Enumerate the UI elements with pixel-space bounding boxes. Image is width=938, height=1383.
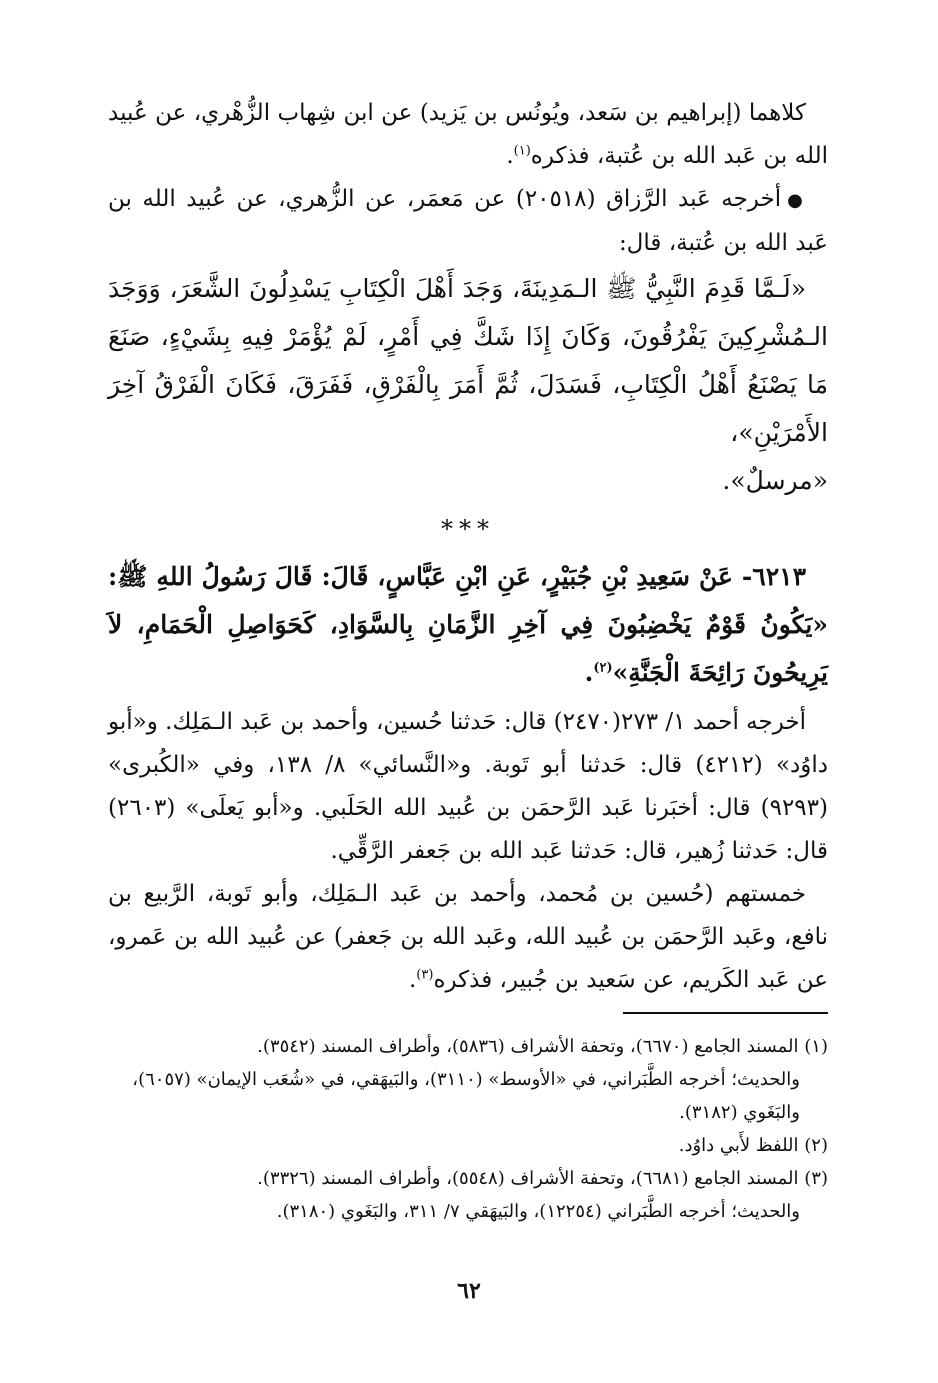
paragraph-abdurrazzaq: ●أخرجه عَبد الرَّزاق (٢٠٥١٨) عن مَعمَر، عن الزُّهري، عن عُبيد الله بن عَبد الله بن عُتبة، قال:: [108, 186, 828, 256]
footnote-3-detail: والحديث؛ أخرجه الطَّبَراني (١٢٢٥٤)، والبَيهَقي ٧/ ٣١١، والبَغَوي (٣١٨٠).: [276, 1201, 800, 1222]
mursal-label: «مرسلٌ».: [722, 466, 828, 495]
section-divider-stars: ***: [441, 515, 495, 543]
hadith-6213: ٦٢١٣- عَنْ سَعِيدِ بْنِ جُبَيْرٍ، عَنِ ابْنِ عَبَّاسٍ، قَالَ: قَالَ رَسُولُ اللهِ ﷺ: «يَكُونُ قَوْمٌ يَخْضِبُونَ فِي آخِرِ الزَّمَانِ بِالسَّوَادِ، كَحَوَاصِلِ الْحَمَامِ، لاَ يَرِيحُونَ رَائِحَةَ الْجَنَّةِ»$^{(٢)}$.: [108, 562, 828, 687]
footnote-1: (١) المسند الجامع (٦٦٧٠)، وتحفة الأشراف (٥٨٣٦)، وأطراف المسند (٣٥٤٢).: [257, 1036, 828, 1057]
footnotes: [108, 1030, 828, 1228]
footnote-ref-2[interactable]: (٢): [593, 660, 613, 676]
footnote-ref-1[interactable]: (١): [513, 143, 531, 159]
hadith-number: ٦٢١٣-: [741, 562, 806, 591]
footnote-2: (٢) اللفظ لأَبي داوُد.: [678, 1135, 828, 1156]
hadith-text: عَنْ سَعِيدِ بْنِ جُبَيْرٍ، عَنِ ابْنِ عَبَّاسٍ، قَالَ: قَالَ رَسُولُ اللهِ ﷺ: «يَكُونُ قَوْمٌ يَخْضِبُونَ فِي آخِرِ الزَّمَانِ بِالسَّوَادِ، كَحَوَاصِلِ الْحَمَامِ، لاَ يَرِيحُونَ رَائِحَةَ الْجَنَّةِ»: [108, 562, 828, 687]
footnote-separator: [623, 1012, 828, 1014]
paragraph-chain: كلاهما (إبراهيم بن سَعد، ويُونُس بن يَزيد) عن ابن شِهاب الزُّهْري، عن عُبيد الله بن عَبد الله بن عُتبة، فذكره$^{(١)}$.: [108, 100, 828, 169]
footnote-1-detail: والحديث؛ أخرجه الطَّبَراني، في «الأوسط» (٣١١٠)، والبَيهَقي، في «شُعَب الإيمان» (٦٠٥٧)، والبَغَوي (٣١٨٢).: [132, 1069, 800, 1123]
footnote-3: (٣) المسند الجامع (٦٦٨١)، وتحفة الأشراف (٥٥٤٨)، وأطراف المسند (٣٣٢٦).: [257, 1168, 828, 1189]
page-number: ٦٢: [457, 1278, 481, 1304]
quote-mursal: «لَـمَّا قَدِمَ النَّبِيُّ ﷺ الـمَدِينَةَ، وَجَدَ أَهْلَ الْكِتَابِ يَسْدِلُونَ الشَّعَرَ، وَوَجَدَ الـمُشْرِكِينَ يَفْرُقُونَ، وَكَانَ إِذَا شَكَّ فِي أَمْرٍ، لَمْ يُؤْمَرْ فِيهِ بِشَيْءٍ، صَنَعَ مَا يَصْنَعُ أَهْلُ الْكِتَابِ، فَسَدَلَ، ثُمَّ أَمَرَ بِالْفَرْقِ، فَفَرَقَ، فَكَانَ الْفَرْقُ آخِرَ الأَمْرَيْنِ»، «مرسلٌ».: [108, 274, 828, 495]
paragraph-takhrij: أخرجه أحمد ١/ ٢٧٣(٢٤٧٠) قال: حَدثنا حُسين، وأحمد بن عَبد الـمَلِك. و«أبو داوُد» (٤٢١٢) قال: حَدثنا أبو تَوبة. و«النَّسائي» ٨/ ١٣٨، وفي «الكُبرى» (٩٢٩٣) قال: أخبَرنا عَبد الرَّحمَن بن عُبيد الله الحَلَبي. و«أبو يَعلَى» (٢٦٠٣) قال: حَدثنا زُهير، قال: حَدثنا عَبد الله بن جَعفر الرَّقِّي.: [108, 709, 828, 864]
bullet-icon: ●: [787, 190, 807, 211]
main-text: [108, 92, 828, 1002]
footnote-ref-3[interactable]: (٣): [416, 967, 434, 983]
paragraph-chain-five: خمستهم (حُسين بن مُحمد، وأحمد بن عَبد الـمَلِك، وأبو تَوبة، الرَّبيع بن نافع، وعَبد الرَّحمَن بن عُبيد الله، وعَبد الله بن جَعفر) عن عُبيد الله بن عَمرو، عن عَبد الكَريم، عن سَعيد بن جُبير، فذكره$^{(٣)}$.: [108, 881, 828, 993]
